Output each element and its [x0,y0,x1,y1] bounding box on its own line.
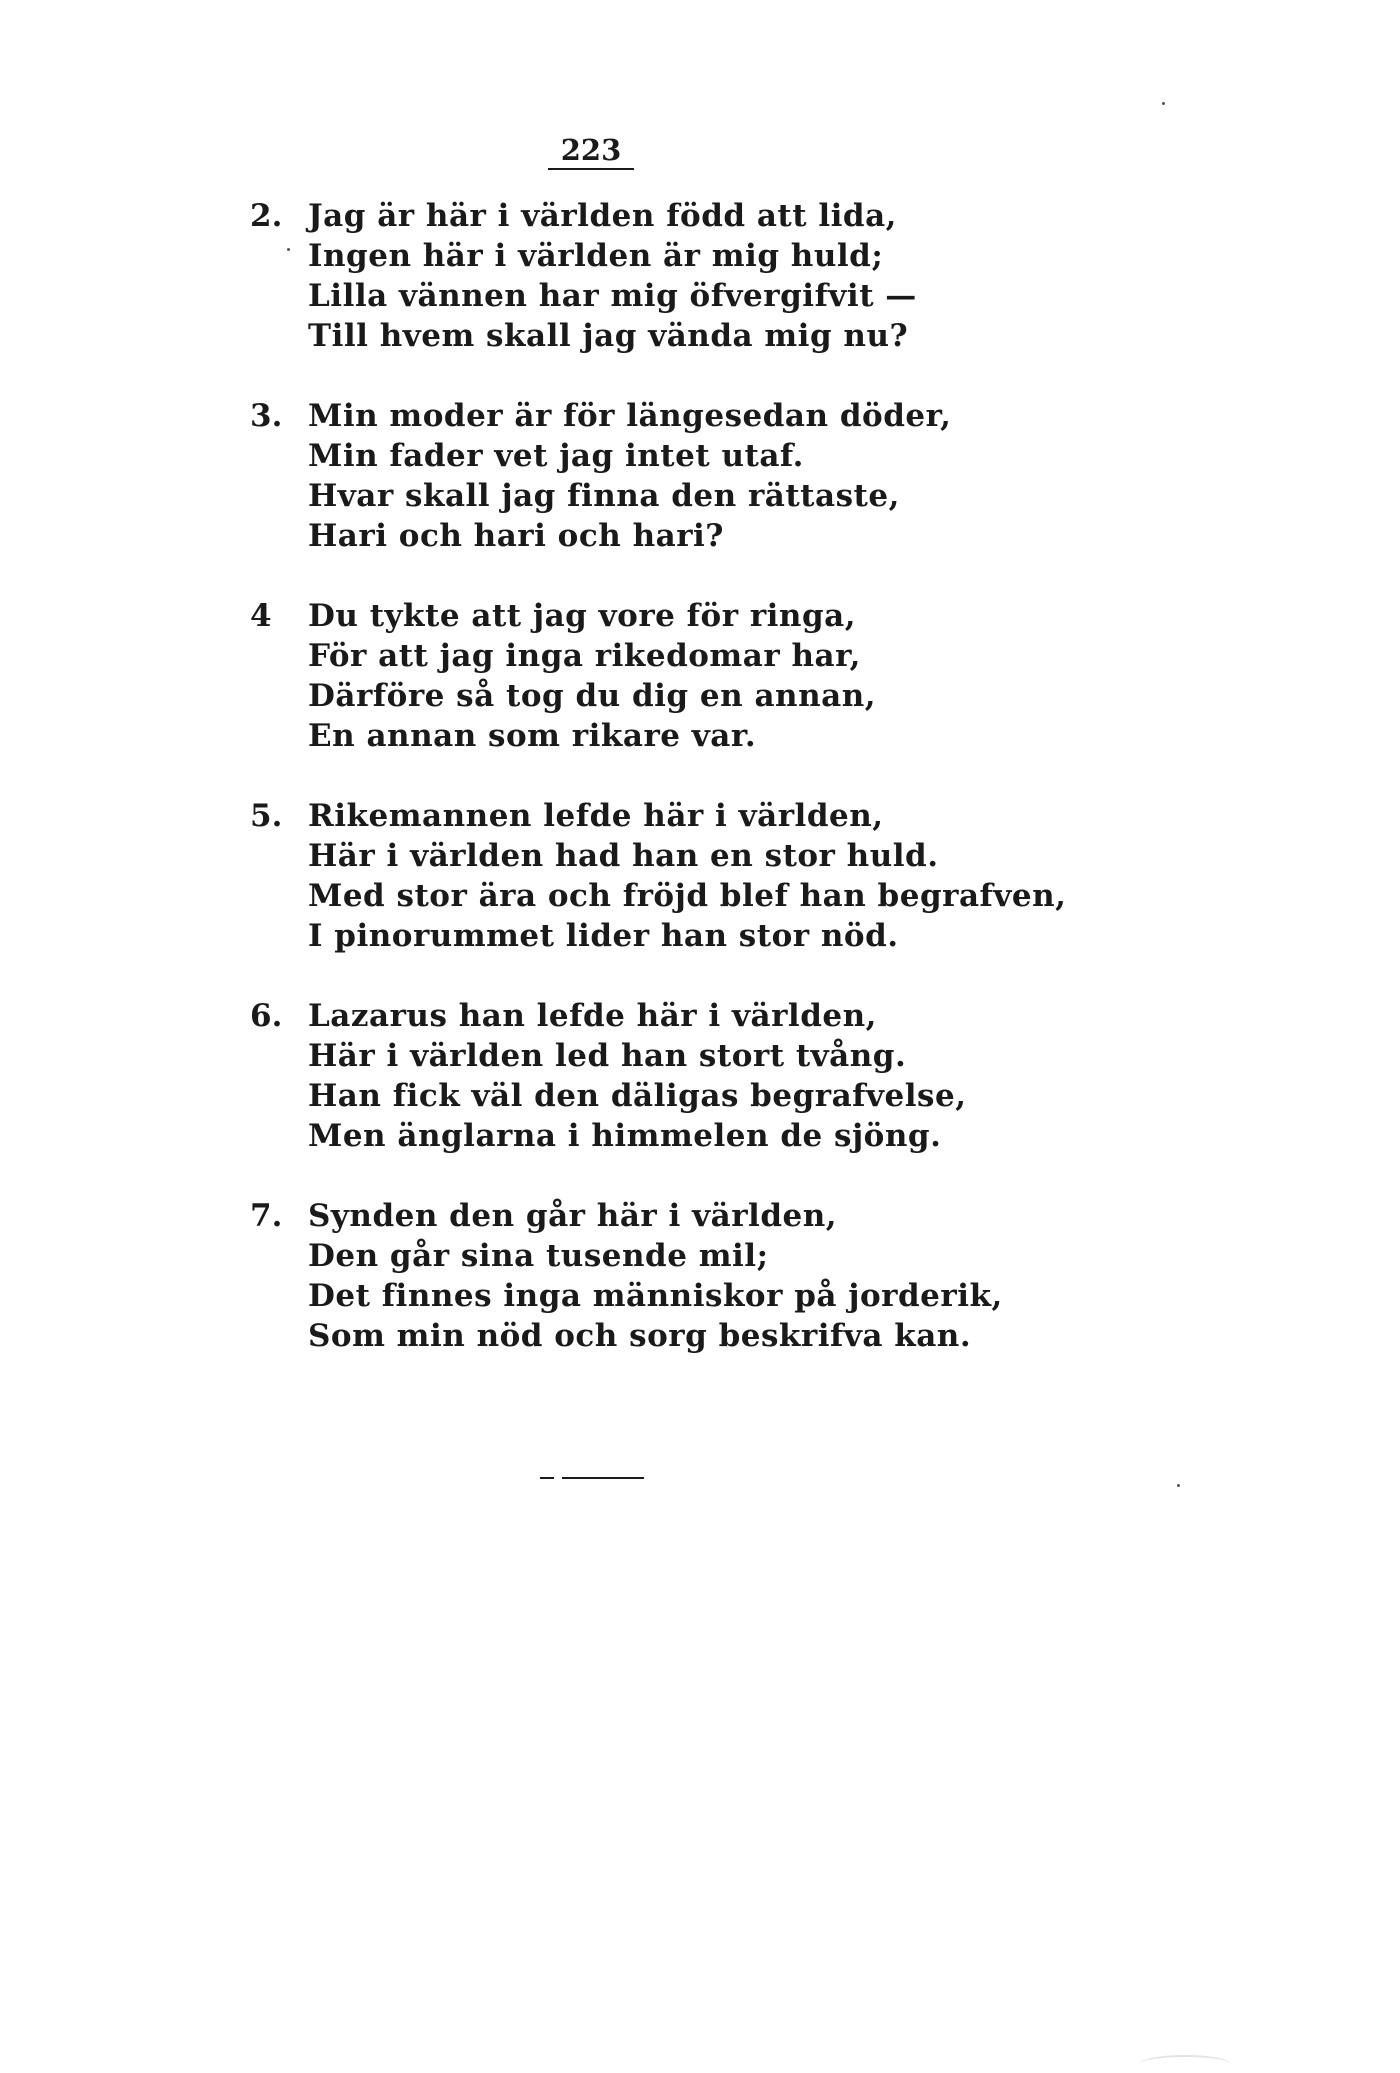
verse-number: 7. [250,1198,283,1234]
verse-line: Han fick väl den däligas begrafvelse, [308,1078,967,1114]
verse-line: Den går sina tusende mil; [308,1238,769,1274]
verse-line: Du tykte att jag vore för ringa, [308,598,857,634]
verse-lines [308,596,1066,756]
verse [250,996,1066,1156]
verse-line: Min fader vet jag intet utaf. [308,438,804,474]
end-rule [540,1477,644,1479]
page-number: 223 [548,134,634,170]
verse-line: Rikemannen lefde här i världen, [308,798,884,834]
verse [250,796,1066,956]
verse-number: 2. [250,198,283,234]
verse-lines [308,796,1066,956]
verse-lines [308,396,1066,556]
print-speck [1162,102,1165,105]
verse-number: 3. [250,398,283,434]
verse-line: Min moder är för längesedan döder, [308,398,952,434]
verse [250,596,1066,756]
verse-line: I pinorummet lider han stor nöd. [308,918,899,954]
verse-number: 5. [250,798,283,834]
verse-line: Det finnes inga människor på jorderik, [308,1278,1003,1314]
verse-line: Med stor ära och fröjd blef han begrafven, [308,878,1067,914]
verse [250,396,1066,556]
verse-number: 6. [250,998,283,1034]
verse [250,196,1066,356]
verse-lines [308,196,1066,356]
verse-lines [308,996,1066,1156]
verse-line: En annan som rikare var. [308,718,757,754]
print-speck [1177,1484,1180,1487]
verse-line: Lilla vännen har mig öfvergifvit — [308,278,917,314]
verse-line: För att jag inga rikedomar har, [308,638,861,674]
verse-line: Men änglarna i himmelen de sjöng. [308,1118,942,1154]
verse-line: Synden den går här i världen, [308,1198,838,1234]
verse-lines [308,1196,1066,1356]
scan-watermark [1140,2055,1230,2073]
verse [250,1196,1066,1356]
poem-body [250,196,1066,1396]
print-speck [287,248,290,251]
verse-line: Som min nöd och sorg beskrifva kan. [308,1318,972,1354]
verse-line: Till hvem skall jag vända mig nu? [308,318,909,354]
verse-line: Ingen här i världen är mig huld; [308,238,884,274]
verse-line: Hari och hari och hari? [308,518,724,554]
verse-line: Därföre så tog du dig en annan, [308,678,877,714]
verse-line: Lazarus han lefde här i världen, [308,998,877,1034]
verse-line: Här i världen led han stort tvång. [308,1038,907,1074]
verse-line: Hvar skall jag finna den rättaste, [308,478,900,514]
verse-line: Jag är här i världen född att lida, [308,198,897,234]
verse-number: 4 [250,598,272,634]
verse-line: Här i världen had han en stor huld. [308,838,939,874]
